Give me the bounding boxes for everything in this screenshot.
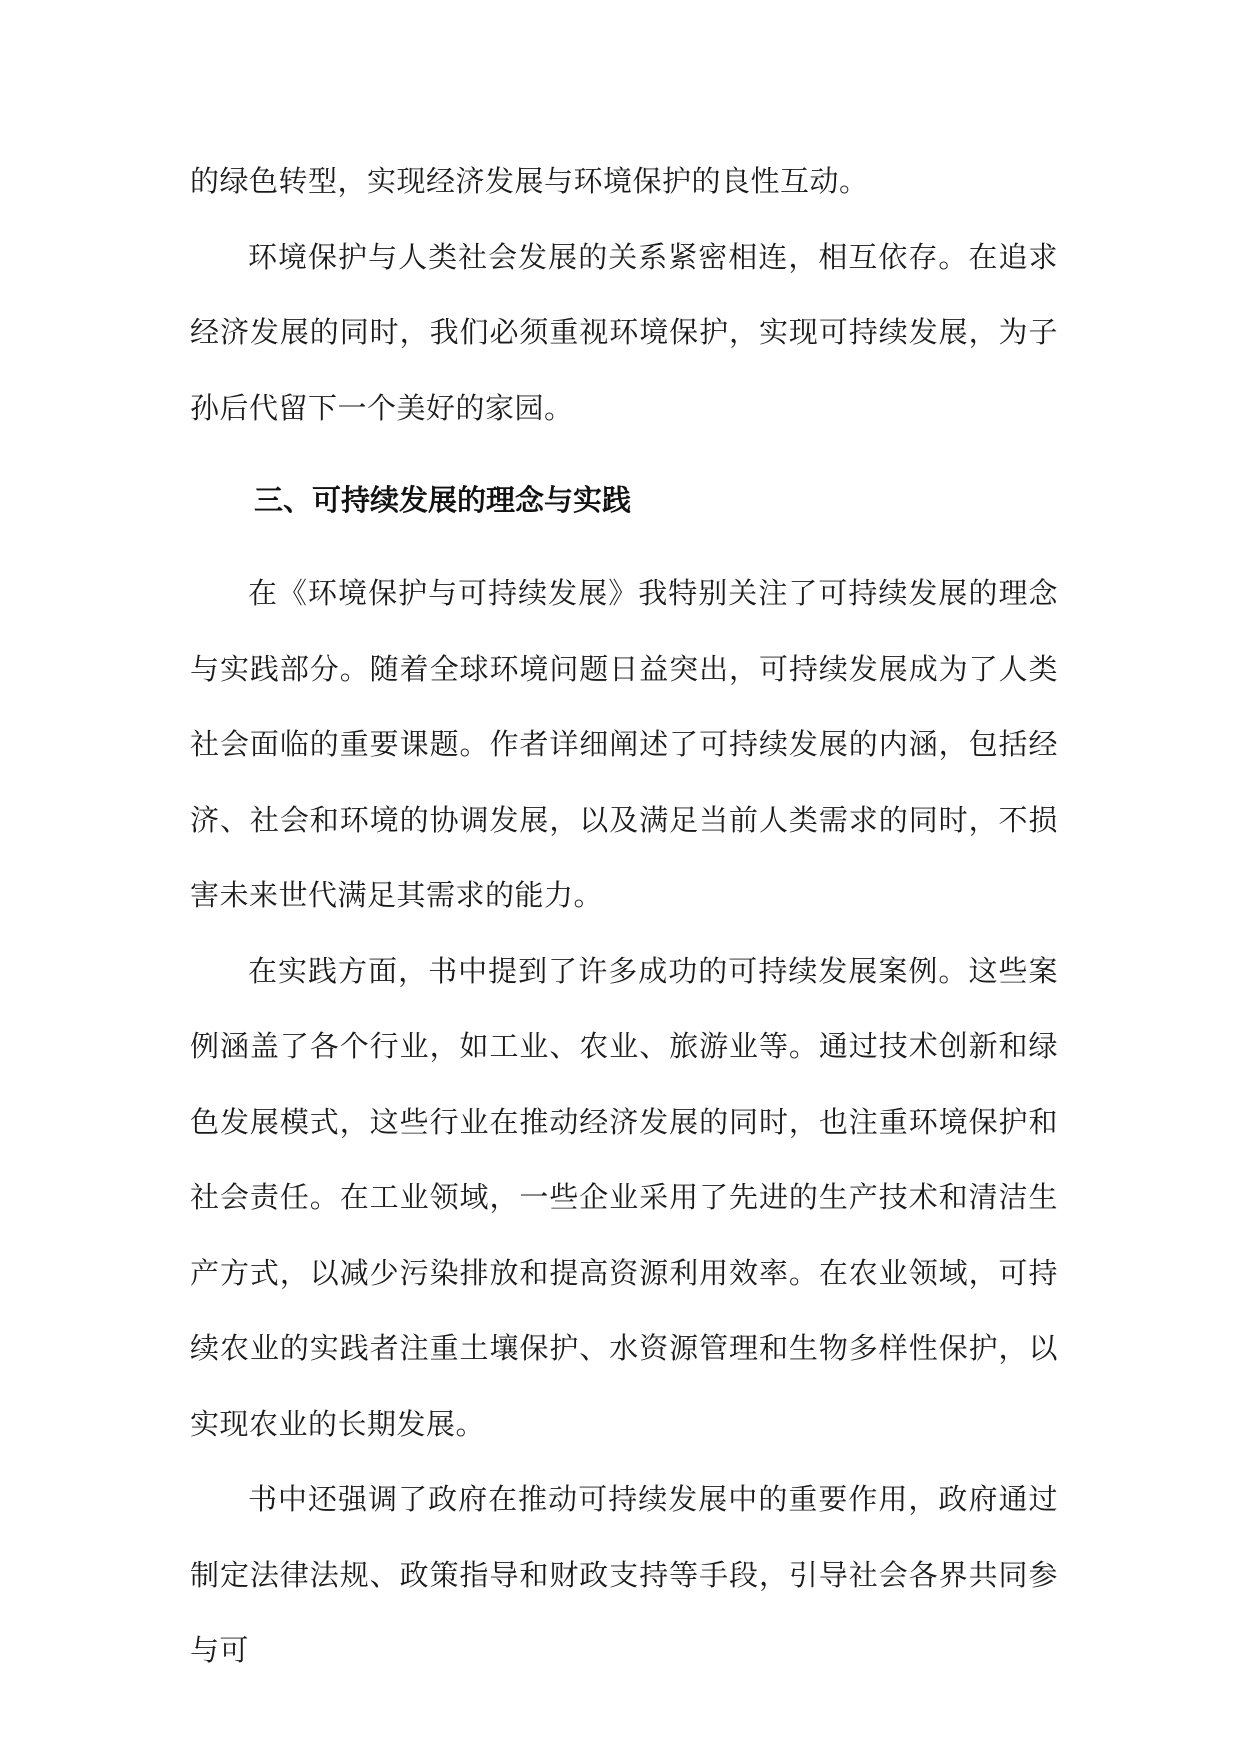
paragraph-continued: 的绿色转型，实现经济发展与环境保护的良性互动。	[190, 164, 869, 198]
paragraph-environment-relationship: 环境保护与人类社会发展的关系紧密相连，相互依存。在追求经济发展的同时，我们必须重视环境保护，实现可持续发展，为子孙后代留下一个美好的家园。	[190, 239, 1058, 425]
paragraph-concept: 在《环境保护与可持续发展》我特别关注了可持续发展的理念与实践部分。随着全球环境问题日益突出，可持续发展成为了人类社会面临的重要课题。作者详细阐述了可持续发展的内涵，包括经济、社会和环境的协调发展，以及满足当前人类需求的同时，不损害未来世代满足其需求的能力。	[190, 576, 1058, 912]
section-heading: 三、可持续发展的理念与实践	[254, 483, 632, 517]
spacer	[190, 520, 1058, 556]
paragraph-practice: 在实践方面，书中提到了许多成功的可持续发展案例。这些案例涵盖了各个行业，如工业、农业、旅游业等。通过技术创新和绿色发展模式，这些行业在推动经济发展的同时，也注重环境保护和社会责任。在工业领域，一些企业采用了先进的生产技术和清洁生产方式，以减少污染排放和提高资源利用效率。在农业领域，可持续农业的实践者注重土壤保护、水资源管理和生物多样性保护，以实现农业的长期发展。	[190, 953, 1058, 1441]
paragraph-government-role: 书中还强调了政府在推动可持续发展中的重要作用，政府通过制定法律法规、政策指导和财政支持等手段，引导社会各界共同参与可	[190, 1482, 1058, 1667]
document-body	[190, 144, 1058, 1689]
spacer	[190, 446, 1058, 480]
